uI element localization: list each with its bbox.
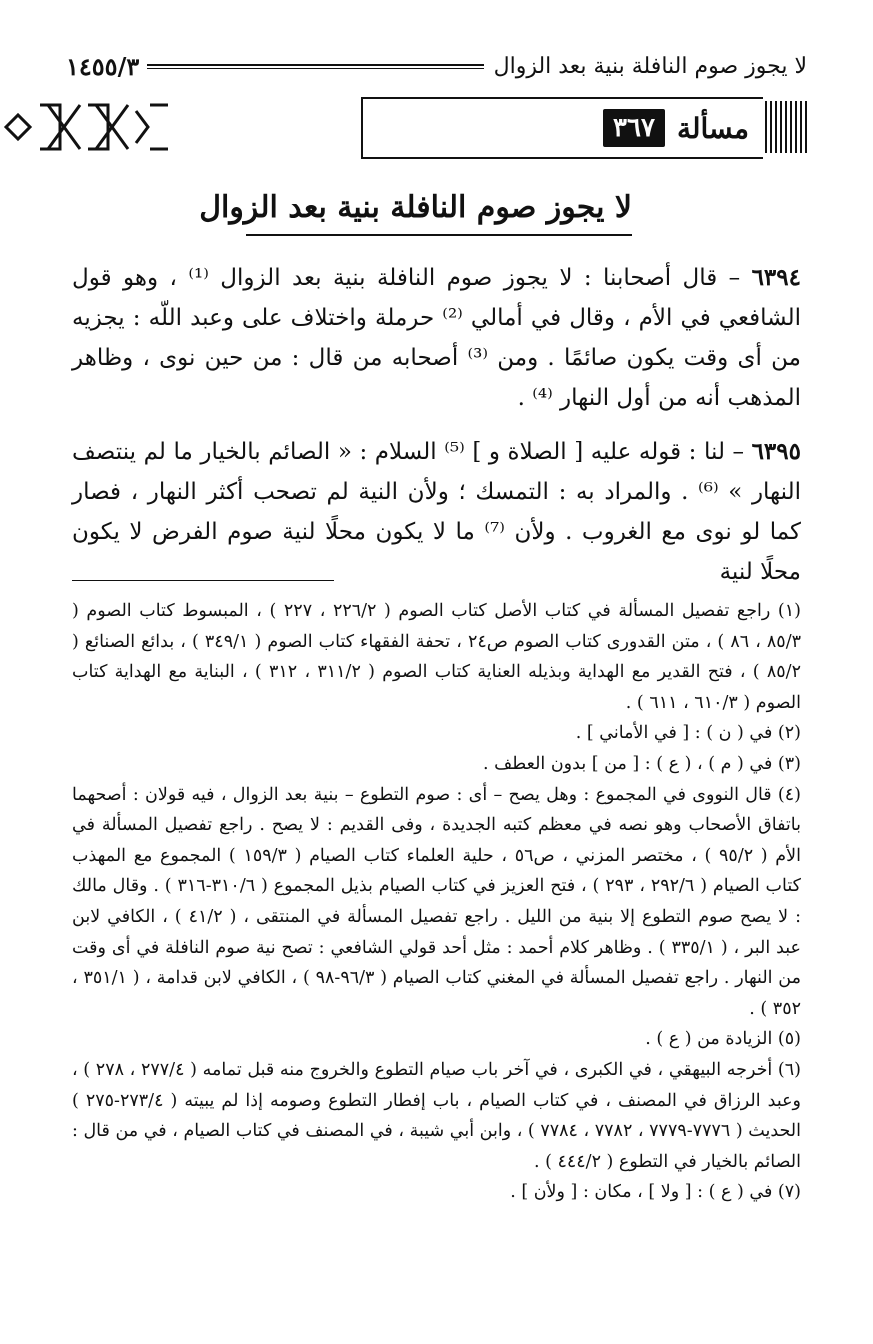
page-number: ١٤٥٥/٣ <box>66 51 140 81</box>
footnote-1: (١) راجع تفصيل المسألة في كتاب الأصل كتاب الصوم ( ٢٢٦/٢ ، ٢٢٧ ) ، المبسوط كتاب الصوم ( ٨٥/٣ ، ٨٦ ) ، متن القدورى كتاب الصوم ص٢٤ ، تحفة الفقهاء كتاب الصوم ( ٣٤٩/١ ) ، بدائع الصنائع ( ٨٥/٢ ) ، فتح القدير مع الهداية وبذيله العناية كتاب الصوم ( ٣١١/٢ ، ٣١٢ ) ، البناية مع الهداية كتاب الصوم ( ٦١٠/٣ ، ٦١١ ) . <box>72 601 802 713</box>
issue-number: ٣٦٧ <box>603 109 665 147</box>
issue-label: مسألة <box>676 111 749 145</box>
decorative-bars <box>765 101 807 153</box>
footnote-4: (٤) قال النووى في المجموع : وهل يصح – أى : صوم التطوع – بنية بعد الزوال ، فيه قولان : أصحهما باتفاق الأصحاب وهو نصه في معظم كتبه الجديدة ، وفى القديم : لا يصح . راجع تفصيل المسألة في الأم ( ٩٥/٢ ) ، مختصر المزني ، ص٥٦ ، حلية العلماء كتاب الصيام ( ١٥٩/٣ ) المجموع مع المهذب كتاب الصيام ( ٢٩٢/٦ ، ٢٩٣ ) ، فتح العزيز في كتاب الصيام بذيل المجموع ( ٣١٠/٦-٣١٦ ) . وقال مالك : لا يصح صوم التطوع إلا بنية من الليل . راجع تفصيل المسألة في المنتقى ، ( ٤١/٢ ) ، الكافي لابن عبد البر ، ( ٣٣٥/١ ) . وظاهر كلام أحمد : مثل أحد قولي الشافعي : تصح نية صوم النافلة في أى وقت من النهار . راجع تفصيل المسألة في المغني كتاب الصيام ( ٩٦/٣-٩٨ ) ، الكافي لابن قدامة ، ( ٣٥١/١ ، ٣٥٢ ) . <box>72 784 802 1019</box>
issue-box <box>361 97 763 159</box>
chapter-title: لا يجوز صوم النافلة بنية بعد الزوال <box>246 182 632 236</box>
ornament-icon <box>0 97 170 157</box>
footnote-separator <box>72 580 334 581</box>
paragraph-6395: ٦٣٩٥ – لنا : قوله عليه [ الصلاة و ] ⁽⁵⁾ السلام : « الصائم بالخيار ما لم ينتصف النهار » ⁽⁶⁾ . والمراد به : التمسك ؛ ولأن النية لم تصحب أكثر النهار ، فصار كما لو نوى مع الغروب . ولأن ⁽⁷⁾ ما لا يكون محلًا لنية صوم الفرض لا يكون محلًا لنية <box>72 438 801 585</box>
running-header <box>66 46 807 86</box>
footnote-5: (٥) الزيادة من ( ع ) . <box>645 1029 801 1050</box>
running-header-rule <box>147 64 483 69</box>
footnotes <box>72 596 801 1208</box>
footnote-2: (٢) في ( ن ) : [ في الأماني ] . <box>575 723 801 744</box>
paragraph-6394: ٦٣٩٤ – قال أصحابنا : لا يجوز صوم النافلة بنية بعد الزوال ⁽¹⁾ ، وهو قول الشافعي في الأم ، وقال في أمالي ⁽²⁾ حرملة واختلاف على وعبد اللّه : يجزيه من أى وقت يكون صائمًا . ومن ⁽³⁾ أصحابه من قال : من حين نوى ، وظاهر المذهب أنه من أول النهار ⁽⁴⁾ . <box>72 264 801 411</box>
main-text <box>72 258 801 606</box>
footnote-7: (٧) في ( ع ) : [ ولا ] ، مكان : [ ولأن ] . <box>510 1182 801 1203</box>
footnote-6: (٦) أخرجه البيهقي ، في الكبرى ، في آخر باب صيام التطوع والخروج منه قبل تمامه ( ٢٧٧/٤ ، ٢٧٨ ) ، وعبد الرزاق في المصنف ، في كتاب الصيام ، باب إفطار التطوع وصومه إذا لم يبيته ( ٢٧٣/٤-٢٧٥ ) الحديث ( ٧٧٧٦-٧٧٧٩ ، ٧٧٨٢ ، ٧٧٨٤ ) ، وابن أبي شيبة ، في المصنف في كتاب الصيام ، في من قال : الصائم بالخيار في التطوع ( ٤٤٤/٢ ) . <box>72 1059 801 1172</box>
running-header-title: لا يجوز صوم النافلة بنية بعد الزوال <box>493 53 807 79</box>
issue-header-band <box>0 97 807 159</box>
footnote-3: (٣) في ( م ) ، ( ع ) : [ من ] بدون العطف . <box>483 753 801 774</box>
